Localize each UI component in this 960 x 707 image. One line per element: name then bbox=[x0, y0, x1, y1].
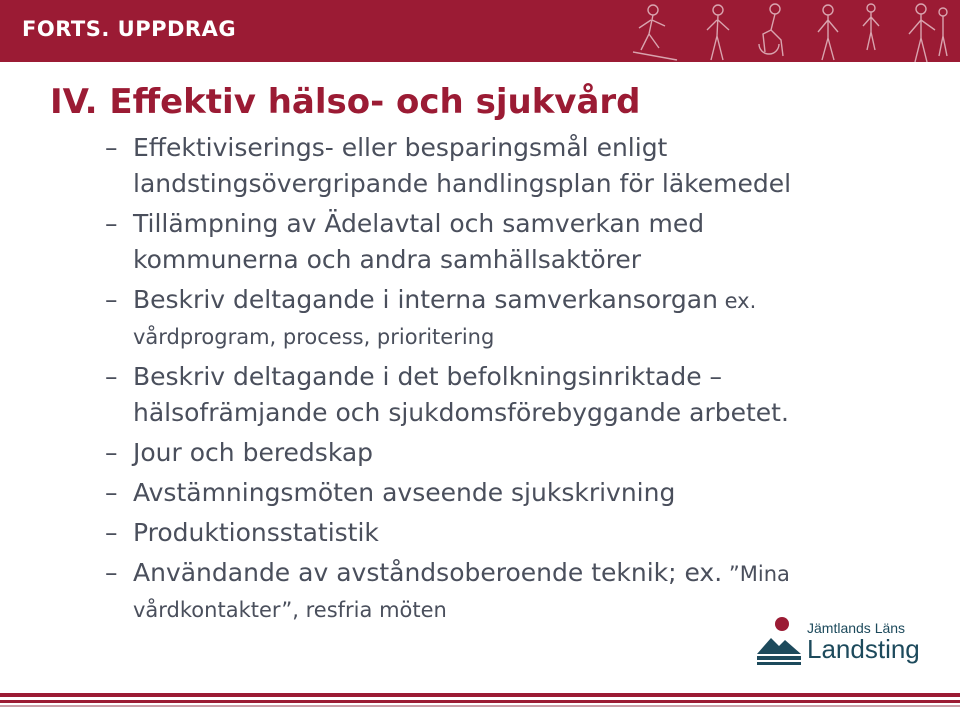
bullet-line1: Användande av avståndsoberoende teknik; ex. bbox=[133, 558, 723, 587]
bullet-line1: Produktionsstatistik bbox=[133, 518, 379, 547]
bullet-item bbox=[105, 435, 935, 471]
people-silhouettes-icon bbox=[625, 0, 960, 62]
bullet-line2: landstingsövergripande handlingsplan för läkemedel bbox=[133, 169, 792, 198]
header-bar bbox=[0, 0, 960, 62]
dash-marker: – bbox=[105, 285, 118, 314]
bullet-item bbox=[105, 130, 935, 202]
bullet-item bbox=[105, 359, 935, 431]
dash-marker: – bbox=[105, 209, 118, 238]
bullet-line1: Avstämningsmöten avseende sjukskrivning bbox=[133, 478, 676, 507]
dash-marker: – bbox=[105, 518, 118, 547]
slide-title-text: Effektiv hälso- och sjukvård bbox=[109, 82, 641, 122]
bullet-item bbox=[105, 206, 935, 278]
bullet-line1-small: ex. bbox=[717, 289, 757, 313]
logo-text-line2: Landsting bbox=[807, 634, 920, 664]
logo-emblem-icon bbox=[755, 614, 805, 666]
slide-title bbox=[50, 82, 641, 122]
bullet-line1: Beskriv deltagande i interna samverkansorgan bbox=[133, 285, 718, 314]
dash-marker: – bbox=[105, 438, 118, 467]
bullet-line1: Jour och beredskap bbox=[133, 438, 374, 467]
header-title: FORTS. UPPDRAG bbox=[22, 17, 237, 41]
dash-marker: – bbox=[105, 362, 118, 391]
bullet-line2: vårdprogram, process, prioritering bbox=[133, 325, 495, 349]
bullet-line1: Effektiviserings- eller besparingsmål enligt bbox=[133, 133, 668, 162]
bottom-stripes bbox=[0, 693, 960, 707]
landsting-logo bbox=[755, 612, 925, 668]
bullet-line1-small: ”Mina bbox=[722, 562, 790, 586]
bullet-item bbox=[105, 282, 935, 355]
dash-marker: – bbox=[105, 558, 118, 587]
dash-marker: – bbox=[105, 478, 118, 507]
bullet-item bbox=[105, 515, 935, 551]
dash-marker: – bbox=[105, 133, 118, 162]
bullet-line2: vårdkontakter”, resfria möten bbox=[133, 598, 447, 622]
bullet-item bbox=[105, 475, 935, 511]
slide-title-number: IV. bbox=[50, 82, 98, 122]
bullet-list bbox=[105, 130, 935, 632]
bullet-line2: kommunerna och andra samhällsaktörer bbox=[133, 245, 642, 274]
logo-text-line1: Jämtlands Läns bbox=[807, 620, 906, 636]
bullet-line2: hälsofrämjande och sjukdomsförebyggande arbetet. bbox=[133, 398, 789, 427]
bullet-line1: Beskriv deltagande i det befolkningsinriktade – bbox=[133, 362, 723, 391]
bullet-line1: Tillämpning av Ädelavtal och samverkan med bbox=[133, 209, 705, 238]
